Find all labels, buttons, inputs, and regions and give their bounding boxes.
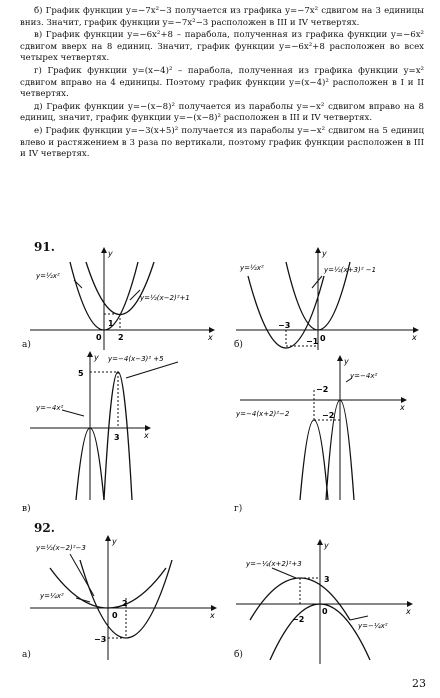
label-pointer [312,276,322,288]
parabola-curve-shifted [86,262,154,315]
origin-label: 0 [322,607,328,616]
label-pointer [126,362,178,378]
label-f91a-1: y=½x² [36,272,60,280]
label-f92b-2: y=−¼x² [358,622,388,630]
x-axis-label: x [144,431,149,440]
label-f91g-1: y=−4x² [350,372,378,380]
tick-3: 3 [114,433,120,442]
y-axis-label: y [324,541,329,550]
label-f91g-2: y=−4(x+2)²−2 [236,410,290,418]
subfigure-label-92a: а) [22,650,31,660]
y-axis-label: y [108,249,113,258]
paragraph-d: д) График функции y=−(x−8)² получается из параболы y=−x² сдвигом вправо на 8 единиц, значит, график функции y=−(x−8)² расположен в III и IV четвертях. [20,101,424,124]
tick-minus-1: −1 [306,337,319,346]
origin-label: 0 [112,611,118,620]
subfigure-label-92b: б) [234,650,243,660]
problem-91-number: 91. [34,240,55,254]
label-pointer [62,410,84,416]
paragraph-b: б) График функции y=−7x²−3 получается из графика y=−7x² сдвигом на 3 единицы вниз. Значит, график функции y=−7x²−3 расположен в III и IV четвертях. [20,6,424,28]
x-axis-label: x [406,607,411,616]
tick-2: 2 [118,333,124,342]
y-axis-label: y [94,353,99,362]
tick-minus-2-y: −2 [322,411,335,420]
label-pointer [70,554,94,596]
label-f91v-2: y=−4x² [36,404,64,412]
subfigure-label-91g: г) [234,504,243,514]
label-pointer [74,280,82,288]
graph-92b [236,540,412,664]
label-f91v-1: y=−4(x−3)² +5 [108,355,164,363]
label-f92a-1: y=½(x−2)²−3 [36,544,86,552]
label-pointer [76,598,90,602]
tick-1: 1 [108,319,114,328]
x-axis-label: x [208,333,213,342]
tick-2: 2 [122,599,128,608]
label-f91b-1: y=½x² [240,264,264,272]
label-f92b-1: y=−¼(x+2)²+3 [246,560,302,568]
paragraph-e: е) График функции y=−3(x+5)² получается из параболы y=−x² сдвигом на 5 единиц влево и растяжением в 3 раза по вертикали, поэтому график функции расположен в III и IV четвертях. [20,125,424,160]
label-f91b-2: y=½(x+3)² −1 [324,266,377,274]
y-axis-label: y [344,357,349,366]
tick-minus-3: −3 [94,635,107,644]
origin-label: 0 [96,333,102,342]
y-axis-label: y [322,249,327,258]
page-number: 23 [412,677,426,690]
origin-label: 0 [320,334,326,343]
subfigure-label-91a: а) [22,340,31,350]
y-axis-label: y [112,537,117,546]
graph-91g [240,356,406,500]
tick-3: 3 [324,575,330,584]
tick-minus-2: −2 [292,615,305,624]
tick-5: 5 [78,369,84,378]
paragraph-g: г) График функции y=(x−4)² – парабола, полученная из графика функции y=x² сдвигом вправо на 4 единицы. Поэтому график функции y=(x−4)² расположен в I и II четвертях. [20,65,424,100]
tick-minus-2-x: −2 [316,385,329,394]
label-pointer [350,616,368,620]
paragraph-v: в) График функции y=−6x²+8 – парабола, полученная из графика функции y=−6x² сдвигом вверх на 8 единиц. Значит, график функции y=−6x²+8 расположен во всех четырех четвертях. [20,30,424,64]
x-axis-label: x [412,333,417,342]
label-f92a-2: y=¼x² [40,592,64,600]
problem-92-number: 92. [34,521,55,535]
tick-minus-3: −3 [278,321,291,330]
graph-91v [30,352,178,500]
label-f91a-2: y=½(x−2)²+1 [140,294,190,302]
parabola-curve-shifted [300,420,328,500]
subfigure-label-91v: в) [22,504,31,514]
x-axis-label: x [210,611,215,620]
x-axis-label: x [400,403,405,412]
label-pointer [272,568,296,578]
subfigure-label-91b: б) [234,340,243,350]
